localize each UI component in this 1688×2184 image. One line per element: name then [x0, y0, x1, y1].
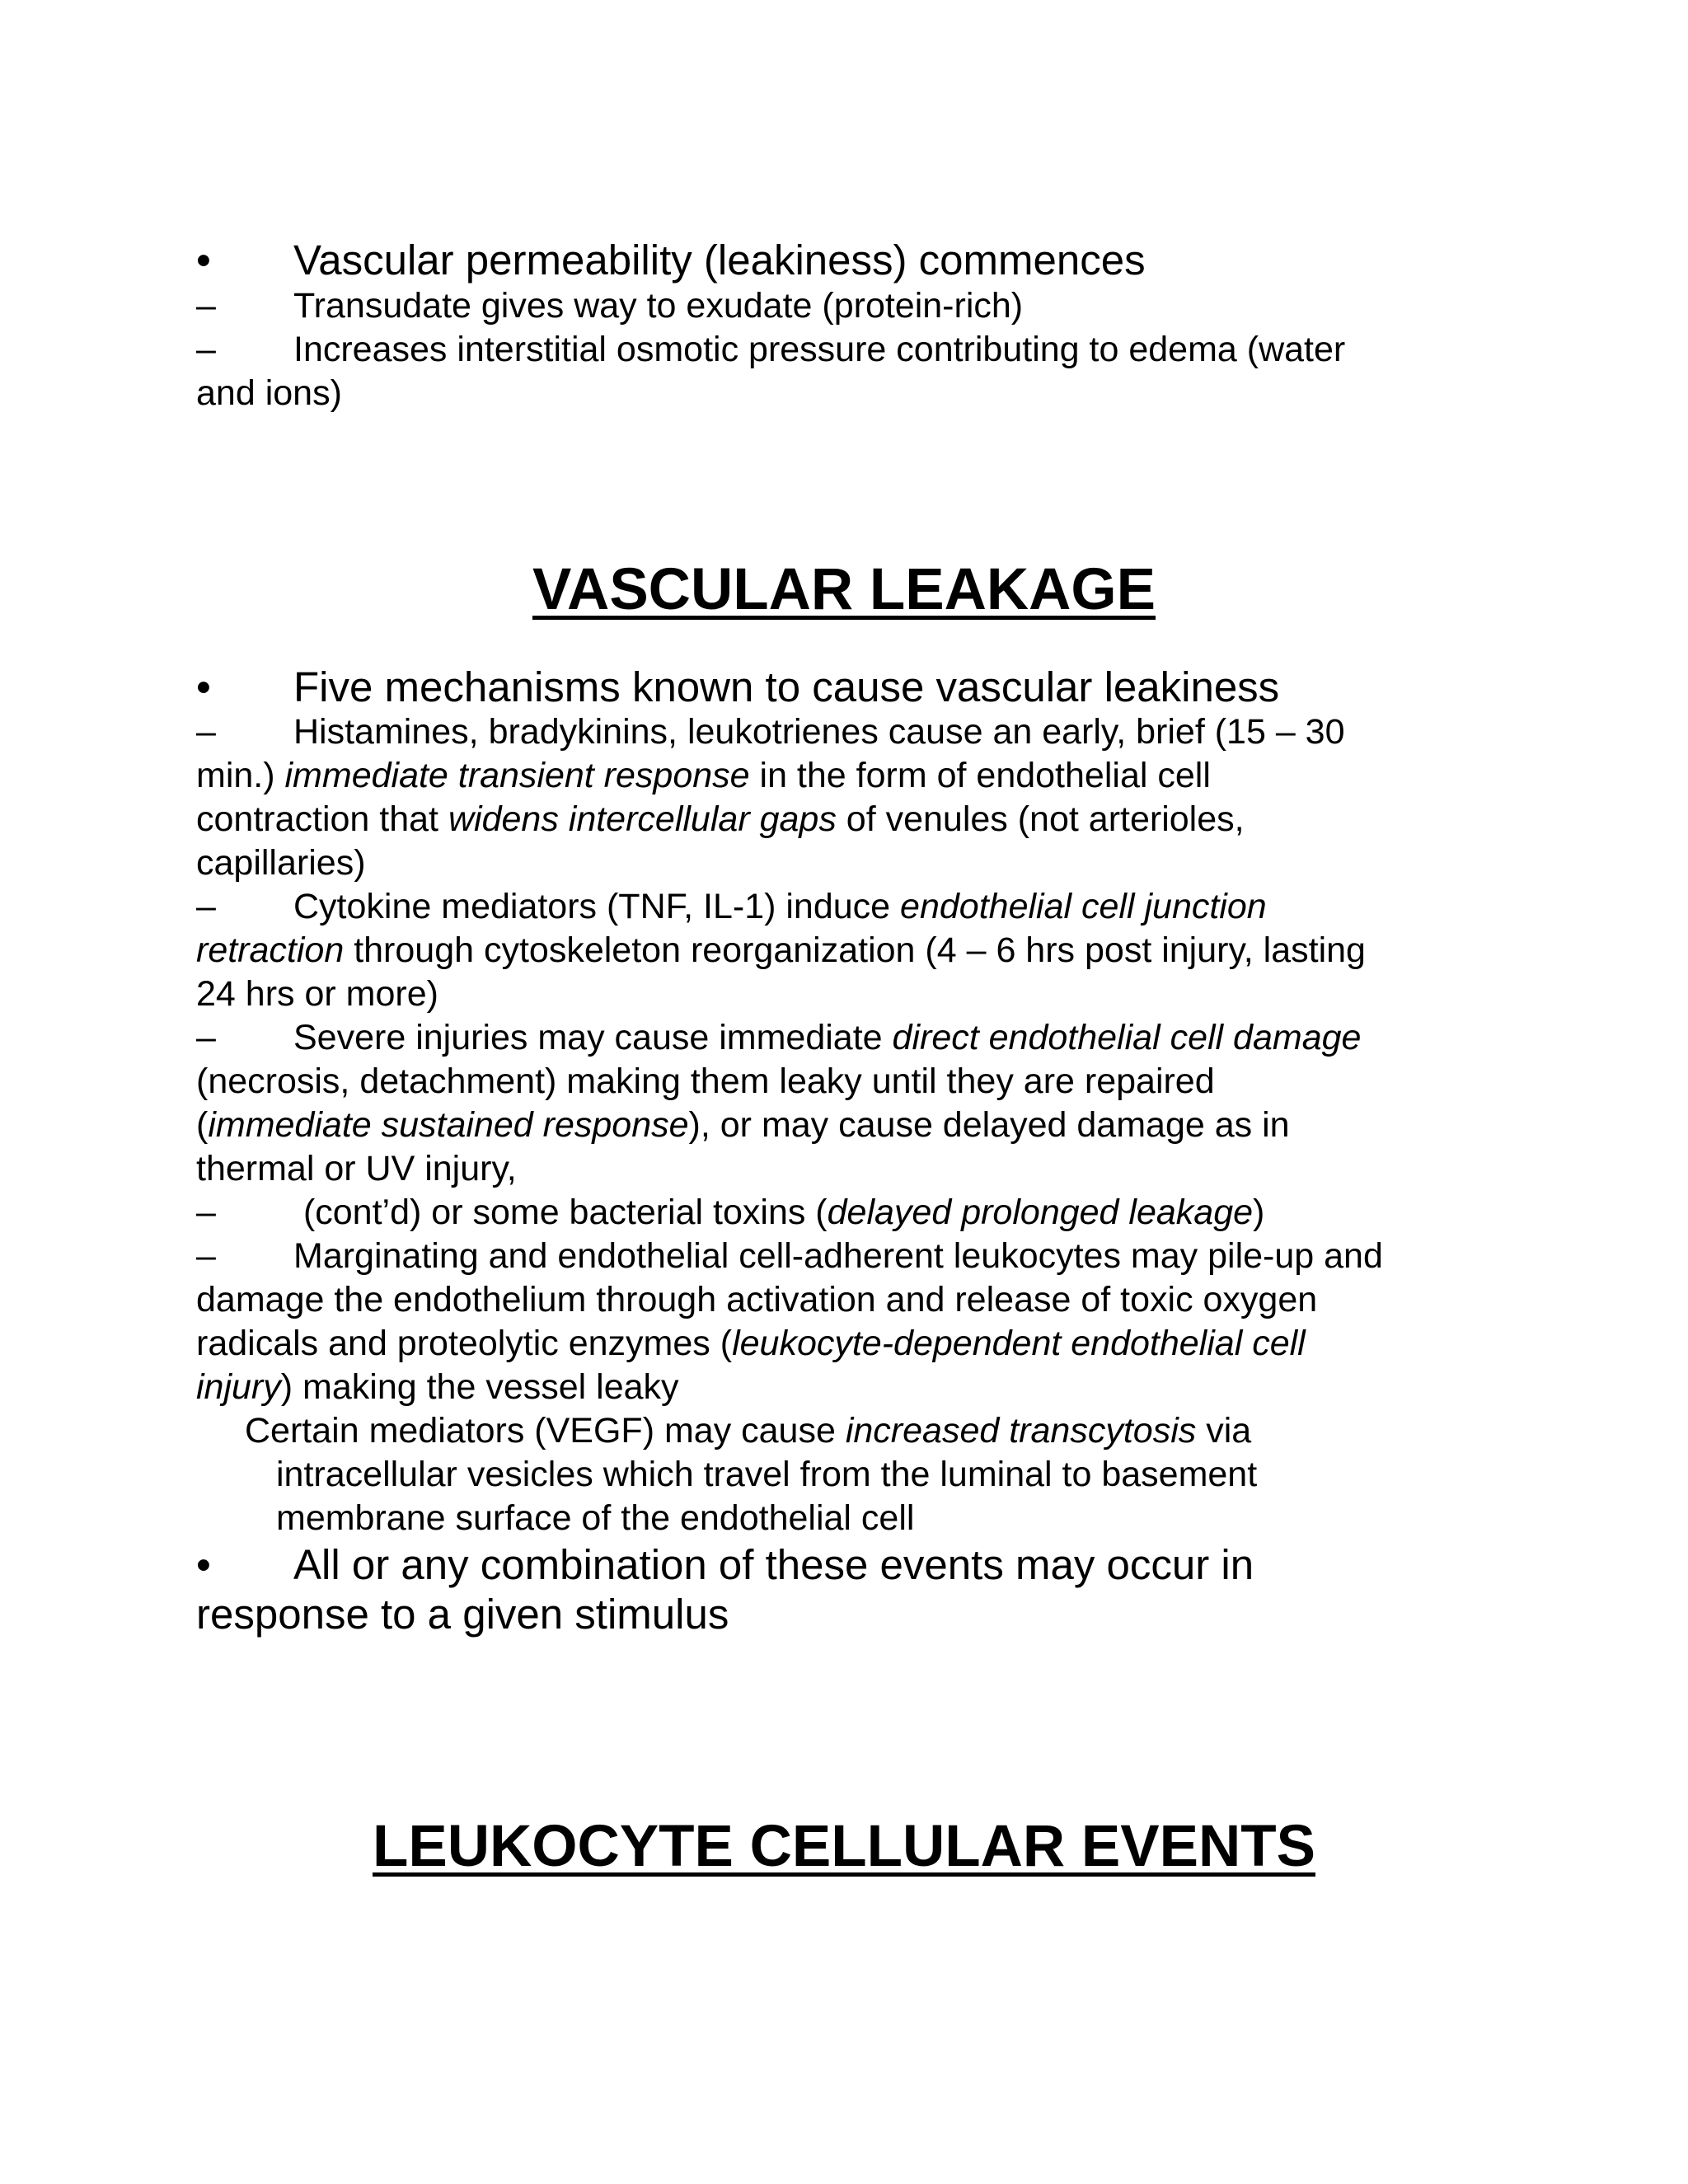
italic-term: delayed prolonged leakage	[827, 1193, 1254, 1232]
bullet-text: Five mechanisms known to cause vascular leakiness	[293, 663, 1280, 710]
text-run: through cytoskeleton reorganization (4 – 6 hrs post injury, lasting	[344, 930, 1366, 970]
text-run: radicals and proteolytic enzymes (	[196, 1324, 733, 1363]
sub-item	[196, 712, 1345, 752]
sub-text-continuation: damage the endothelium through activation and release of toxic oxygen	[196, 1280, 1318, 1319]
text-run: of venules (not arterioles,	[836, 799, 1245, 839]
dash-marker: –	[196, 1018, 216, 1057]
sub-text-continuation	[196, 1367, 679, 1407]
bullet-item	[196, 237, 1146, 284]
sub-text-continuation: (necrosis, detachment) making them leaky until they are repaired	[196, 1062, 1215, 1101]
bullet-marker: •	[196, 1541, 211, 1588]
dash-marker: –	[196, 286, 216, 326]
sub-text-continuation: intracellular vesicles which travel from the luminal to basement	[276, 1455, 1258, 1494]
text-run: )	[1253, 1193, 1265, 1232]
sub-text: Marginating and endothelial cell-adherent leukocytes may pile-up and	[293, 1236, 1383, 1276]
sub-text-continuation: membrane surface of the endothelial cell	[276, 1498, 915, 1538]
text-run: (cont’d) or some bacterial toxins (	[293, 1193, 828, 1232]
dash-marker: –	[196, 330, 216, 369]
sub-text-continuation: thermal or UV injury,	[196, 1149, 517, 1188]
sub-text: Histamines, bradykinins, leukotrienes cause an early, brief (15 – 30	[293, 712, 1345, 752]
italic-term: widens intercellular gaps	[448, 799, 837, 839]
bullet-item	[196, 1541, 1254, 1588]
italic-term: leukocyte-dependent endothelial cell	[732, 1324, 1306, 1363]
dash-marker: –	[196, 1193, 216, 1232]
sub-item	[245, 1413, 1251, 1449]
text-run: contraction that	[196, 799, 448, 839]
sub-item	[196, 1020, 1361, 1056]
text-run: ) making the vessel leaky	[280, 1367, 679, 1407]
text-run: min.)	[196, 756, 285, 795]
sub-item	[196, 1236, 1383, 1276]
section-heading: LEUKOCYTE CELLULAR EVENTS	[373, 1814, 1315, 1879]
sub-item	[196, 332, 1345, 368]
dash-marker: –	[196, 887, 216, 926]
italic-term: endothelial cell junction	[900, 887, 1267, 926]
italic-term: immediate sustained response	[208, 1105, 689, 1145]
sub-item	[196, 288, 1023, 324]
italic-term: increased transcytosis	[845, 1411, 1197, 1451]
sub-text-continuation	[196, 1326, 1306, 1361]
text-run: via	[1196, 1411, 1252, 1451]
dash-marker: –	[196, 712, 216, 752]
sub-text-continuation	[196, 799, 1245, 839]
sub-text-continuation	[196, 930, 1366, 970]
bullet-marker: •	[196, 237, 211, 284]
text-run: Severe injuries may cause immediate	[293, 1018, 893, 1057]
italic-term: retraction	[196, 930, 345, 970]
dash-marker: –	[196, 1236, 216, 1276]
sub-item	[196, 889, 1267, 925]
sub-item	[196, 1195, 1264, 1230]
bullet-text-continuation: response to a given stimulus	[196, 1591, 729, 1638]
bullet-marker: •	[196, 663, 211, 710]
sub-text: Transudate gives way to exudate (protein-rich)	[293, 286, 1024, 326]
italic-term: direct endothelial cell damage	[892, 1018, 1362, 1057]
sub-text-continuation	[196, 758, 1211, 794]
italic-term: injury	[196, 1367, 281, 1407]
italic-term: immediate transient response	[284, 756, 750, 795]
text-run: in the form of endothelial cell	[749, 756, 1211, 795]
section-heading: VASCULAR LEAKAGE	[532, 557, 1156, 622]
text-run: Cytokine mediators (TNF, IL-1) induce	[293, 887, 901, 926]
sub-text-continuation: and ions)	[196, 373, 342, 413]
sub-text-continuation	[196, 1105, 1290, 1145]
sub-text-continuation: 24 hrs or more)	[196, 974, 438, 1014]
bullet-text: Vascular permeability (leakiness) commences	[293, 237, 1146, 284]
bullet-item	[196, 663, 1280, 710]
sub-text-continuation: capillaries)	[196, 843, 366, 883]
text-run: ), or may cause delayed damage as in	[688, 1105, 1290, 1145]
text-run: Certain mediators (VEGF) may cause	[245, 1411, 846, 1451]
text-run: (	[196, 1105, 209, 1145]
sub-text: Increases interstitial osmotic pressure contributing to edema (water	[293, 330, 1346, 369]
bullet-text: All or any combination of these events may occur in	[293, 1541, 1254, 1588]
